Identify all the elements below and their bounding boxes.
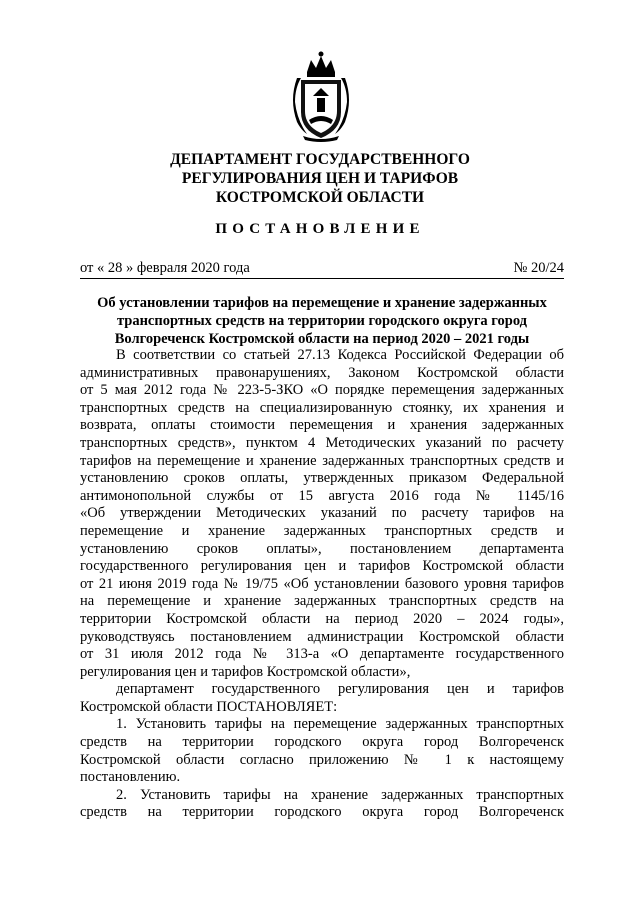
document-body	[80, 347, 564, 822]
body-line: «Об утверждении Методических указаний по расчету тарифов на	[80, 505, 564, 522]
body-line: от 5 мая 2012 года № 223-5-ЗКО «О порядке перемещения задержанных	[80, 382, 564, 399]
body-line: средств на территории городского округа город Волгореченск	[80, 804, 564, 821]
body-line: тарифов на перемещение и хранение задержанных транспортных средств и	[80, 452, 564, 469]
title-line: Волгореченск Костромской области на период 2020 – 2021 годы	[114, 331, 530, 347]
body-line: от 31 июля 2012 года № 313-а «О департаменте государственного	[80, 646, 564, 663]
body-line: департамент государственного регулирования цен и тарифов	[116, 681, 564, 698]
body-line: Костромской области согласно приложению № 1 к настоящему	[80, 751, 564, 768]
department-name-line: РЕГУЛИРОВАНИЯ ЦЕН И ТАРИФОВ	[181, 170, 459, 187]
body-line: 1. Установить тарифы на перемещение задержанных транспортных	[116, 716, 564, 733]
body-line: транспортных средств на специализированную стоянку, их хранения и	[80, 399, 564, 416]
document-title	[80, 294, 564, 348]
body-line: средств на территории городского округа город Волгореченск	[80, 734, 564, 751]
date-number-line	[80, 259, 564, 279]
department-name	[0, 150, 640, 207]
document-type-heading: ПОСТАНОВЛЕНИЕ	[215, 221, 425, 237]
body-line: территории Костромской области на период 2020 – 2024 годы»,	[80, 610, 564, 627]
department-name-line: КОСТРОМСКОЙ ОБЛАСТИ	[215, 189, 425, 206]
body-line: постановлению.	[80, 769, 181, 786]
body-line: возврата, оплаты стоимости перемещения и хранения задержанных	[80, 417, 564, 434]
coat-of-arms-emblem	[287, 50, 355, 142]
body-line: установлению сроков оплаты», постановлением департамента	[80, 540, 564, 557]
body-line: регулирования цен и тарифов Костромской области»,	[80, 663, 411, 680]
department-name-line: ДЕПАРТАМЕНТ ГОСУДАРСТВЕННОГО	[170, 151, 470, 168]
body-line: государственного регулирования цен и тарифов Костромской области	[80, 558, 564, 575]
body-line: от 21 июня 2019 года № 19/75 «Об установлении базового уровня тарифов	[80, 575, 564, 592]
body-line: установлению сроков оплаты, утвержденных приказом Федеральной	[80, 470, 564, 487]
body-line: Костромской области ПОСТАНОВЛЯЕТ:	[80, 698, 338, 715]
body-line: руководствуясь постановлением администрации Костромской области	[80, 628, 564, 645]
title-line: Об установлении тарифов на перемещение и хранение задержанных	[97, 295, 547, 311]
body-line: административных правонарушениях, Законом Костромской области	[80, 364, 564, 381]
document-date: от « 28 » февраля 2020 года	[80, 260, 250, 276]
body-line: транспортных средств», пунктом 4 Методических указаний по расчету	[80, 434, 564, 451]
body-line: В соответствии со статьей 27.13 Кодекса Российской Федерации об	[116, 347, 564, 363]
title-line: транспортных средств на территории городского округа город	[116, 313, 528, 329]
document-number: № 20/24	[513, 260, 564, 276]
body-line: перемещение и хранение задержанных транспортных средств и	[80, 522, 564, 539]
body-line: антимонопольной службы от 15 августа 2016 года № 1145/16	[80, 487, 564, 504]
body-line: 2. Установить тарифы на хранение задержанных транспортных	[116, 786, 564, 803]
body-line: на перемещение и хранение задержанных транспортных средств на	[80, 593, 564, 610]
